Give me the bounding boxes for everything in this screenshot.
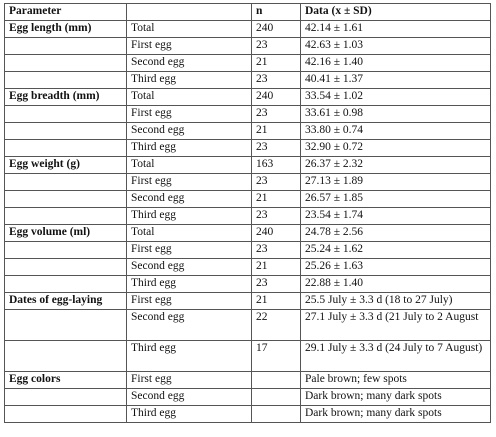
row-parameter xyxy=(5,208,127,225)
header-subgroup xyxy=(127,4,252,21)
header-row xyxy=(5,4,491,21)
row-subgroup: Third egg xyxy=(127,72,252,89)
row-n: 240 xyxy=(252,89,301,106)
table-row xyxy=(5,174,491,191)
row-n: 23 xyxy=(252,72,301,89)
row-subgroup: Second egg xyxy=(127,191,252,208)
row-subgroup: Third egg xyxy=(127,208,252,225)
row-parameter xyxy=(5,106,127,123)
row-subgroup: Second egg xyxy=(127,310,252,341)
row-n: 21 xyxy=(252,293,301,310)
row-value: 27.13 ± 1.89 xyxy=(301,174,491,191)
row-n: 23 xyxy=(252,140,301,157)
row-parameter xyxy=(5,406,127,423)
row-value: 42.63 ± 1.03 xyxy=(301,38,491,55)
row-subgroup: Second egg xyxy=(127,55,252,72)
table-row xyxy=(5,140,491,157)
row-parameter xyxy=(5,341,127,372)
row-n: 21 xyxy=(252,191,301,208)
row-n: 23 xyxy=(252,276,301,293)
table-row xyxy=(5,341,491,372)
row-subgroup: First egg xyxy=(127,38,252,55)
row-parameter xyxy=(5,140,127,157)
row-parameter xyxy=(5,55,127,72)
row-subgroup: Third egg xyxy=(127,140,252,157)
row-subgroup: Third egg xyxy=(127,341,252,372)
row-parameter xyxy=(5,191,127,208)
row-parameter xyxy=(5,276,127,293)
table-row xyxy=(5,406,491,423)
row-n: 21 xyxy=(252,55,301,72)
table-row xyxy=(5,72,491,89)
row-parameter xyxy=(5,38,127,55)
row-n xyxy=(252,389,301,406)
table-row xyxy=(5,276,491,293)
row-parameter xyxy=(5,123,127,140)
row-n: 240 xyxy=(252,225,301,242)
header-parameter: Parameter xyxy=(5,4,127,21)
row-value: 33.80 ± 0.74 xyxy=(301,123,491,140)
table-row xyxy=(5,225,491,242)
row-parameter xyxy=(5,259,127,276)
row-subgroup: First egg xyxy=(127,174,252,191)
table-row xyxy=(5,259,491,276)
row-value: 25.24 ± 1.62 xyxy=(301,242,491,259)
header-n: n xyxy=(252,4,301,21)
table-row xyxy=(5,242,491,259)
row-value: 33.61 ± 0.98 xyxy=(301,106,491,123)
row-value: 26.37 ± 2.32 xyxy=(301,157,491,174)
table-row xyxy=(5,89,491,106)
row-parameter xyxy=(5,310,127,341)
row-parameter: Egg length (mm) xyxy=(5,21,127,38)
row-n: 240 xyxy=(252,21,301,38)
row-parameter xyxy=(5,389,127,406)
row-value: 23.54 ± 1.74 xyxy=(301,208,491,225)
row-parameter: Egg volume (ml) xyxy=(5,225,127,242)
row-value: 25.5 July ± 3.3 d (18 to 27 July) xyxy=(301,293,491,310)
row-value: 32.90 ± 0.72 xyxy=(301,140,491,157)
row-n: 23 xyxy=(252,106,301,123)
row-parameter: Egg breadth (mm) xyxy=(5,89,127,106)
row-n: 21 xyxy=(252,259,301,276)
table-row xyxy=(5,157,491,174)
row-value: 26.57 ± 1.85 xyxy=(301,191,491,208)
table-row xyxy=(5,123,491,140)
header-data: Data (x ± SD) xyxy=(301,4,491,21)
row-subgroup: Third egg xyxy=(127,276,252,293)
row-subgroup: Third egg xyxy=(127,406,252,423)
row-parameter xyxy=(5,242,127,259)
table-row xyxy=(5,389,491,406)
row-n: 17 xyxy=(252,341,301,372)
row-value: 33.54 ± 1.02 xyxy=(301,89,491,106)
row-subgroup: Second egg xyxy=(127,259,252,276)
data-table-container xyxy=(4,3,491,423)
row-n xyxy=(252,372,301,389)
row-subgroup: Total xyxy=(127,21,252,38)
row-n: 21 xyxy=(252,123,301,140)
row-subgroup: Total xyxy=(127,157,252,174)
row-value: 24.78 ± 2.56 xyxy=(301,225,491,242)
row-value: 42.16 ± 1.40 xyxy=(301,55,491,72)
row-value: 29.1 July ± 3.3 d (24 July to 7 August) xyxy=(301,341,491,372)
row-subgroup: Total xyxy=(127,225,252,242)
row-parameter xyxy=(5,72,127,89)
table-row xyxy=(5,38,491,55)
row-subgroup: First egg xyxy=(127,106,252,123)
row-subgroup: Second egg xyxy=(127,389,252,406)
row-value: 42.14 ± 1.61 xyxy=(301,21,491,38)
row-parameter: Egg colors xyxy=(5,372,127,389)
row-parameter xyxy=(5,174,127,191)
row-parameter: Dates of egg-laying xyxy=(5,293,127,310)
table-row xyxy=(5,372,491,389)
row-n: 23 xyxy=(252,242,301,259)
row-value: Dark brown; many dark spots xyxy=(301,406,491,423)
row-value: 22.88 ± 1.40 xyxy=(301,276,491,293)
row-n: 22 xyxy=(252,310,301,341)
row-parameter: Egg weight (g) xyxy=(5,157,127,174)
row-n xyxy=(252,406,301,423)
row-subgroup: First egg xyxy=(127,242,252,259)
row-n: 23 xyxy=(252,174,301,191)
row-n: 23 xyxy=(252,38,301,55)
table-row xyxy=(5,21,491,38)
row-n: 163 xyxy=(252,157,301,174)
row-value: 25.26 ± 1.63 xyxy=(301,259,491,276)
row-value: 27.1 July ± 3.3 d (21 July to 2 August xyxy=(301,310,491,341)
egg-parameters-table xyxy=(4,3,491,423)
table-row xyxy=(5,208,491,225)
row-n: 23 xyxy=(252,208,301,225)
row-value: 40.41 ± 1.37 xyxy=(301,72,491,89)
row-subgroup: First egg xyxy=(127,372,252,389)
row-subgroup: First egg xyxy=(127,293,252,310)
table-row xyxy=(5,55,491,72)
row-value: Dark brown; many dark spots xyxy=(301,389,491,406)
row-subgroup: Total xyxy=(127,89,252,106)
row-subgroup: Second egg xyxy=(127,123,252,140)
table-row xyxy=(5,191,491,208)
table-row xyxy=(5,106,491,123)
row-value: Pale brown; few spots xyxy=(301,372,491,389)
table-row xyxy=(5,310,491,341)
table-row xyxy=(5,293,491,310)
